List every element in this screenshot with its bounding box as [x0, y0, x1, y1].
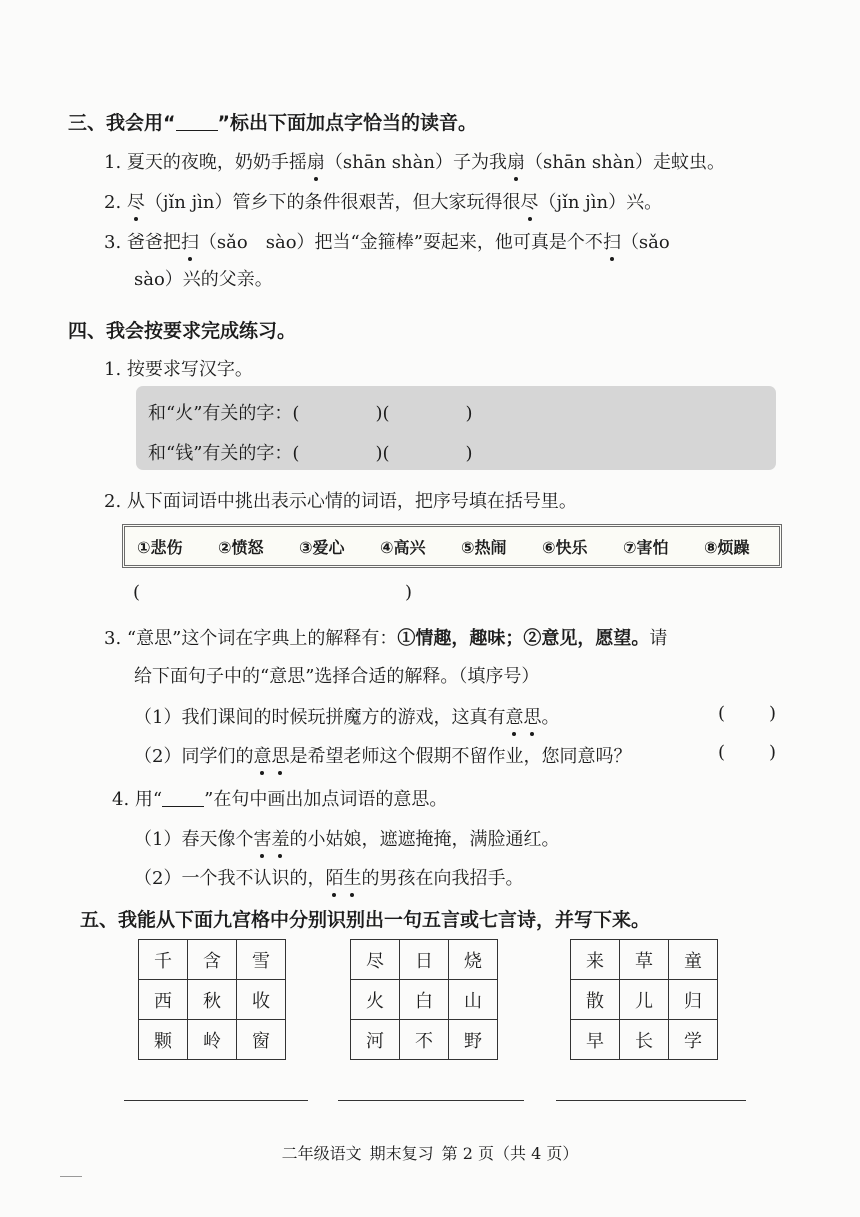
underline-sample	[176, 130, 218, 131]
poem-grid-1: 千 含 雪 西 秋 收 颗 岭 窗	[138, 939, 286, 1060]
page-footer: 二年级语文 期末复习 第 2 页（共 4 页）	[281, 1144, 579, 1163]
answer-paren-1[interactable]: ( )	[718, 703, 777, 724]
word-choices-box	[122, 524, 782, 568]
s3-question-1: 1. 夏天的夜晚，奶奶手摇扇（shān shàn）子为我扇（shān shàn）走蚊虫。	[104, 148, 725, 174]
poem-grid-3: 来 草 童 散 儿 归 早 长 学	[570, 939, 718, 1060]
s4-q3-sentence-2: （2）同学们的意思是希望老师这个假期不留作业，您同意吗？	[134, 742, 631, 768]
s4-question-4: 4. 用“ ”在句中画出加点词语的意思。	[112, 789, 448, 810]
s4-question-2: 2. 从下面词语中挑出表示心情的词语，把序号填在括号里。	[104, 491, 577, 512]
answer-paren-close: )	[405, 582, 413, 603]
word-option: ⑤热闹	[461, 538, 507, 557]
word-option: ①悲伤	[137, 538, 183, 557]
word-option: ④高兴	[380, 538, 426, 557]
dotted-char: 扇	[507, 148, 525, 174]
answer-line-1[interactable]	[124, 1100, 308, 1101]
s4-question-3: 3. “意思”这个词在字典上的解释有：①情趣，趣味；②意见，愿望。请	[104, 628, 668, 649]
dotted-char: 扇	[307, 148, 325, 174]
s3-question-2: 2. 尽（jǐn jìn）管乡下的条件很艰苦，但大家玩得很尽（jǐn jìn）兴。	[104, 188, 662, 214]
section4-heading: 四、我会按要求完成练习。	[68, 320, 297, 342]
word-option: ②愤怒	[218, 538, 264, 557]
s4-question-1: 1. 按要求写汉字。	[104, 359, 253, 380]
answer-paren-open: (	[133, 582, 141, 603]
word-option: ⑧烦躁	[704, 538, 750, 557]
s4-q3-sentence-1: （1）我们课间的时候玩拼魔方的游戏，这真有意思。	[134, 703, 559, 729]
dotted-char: 尽	[521, 188, 539, 214]
s3-question-3-line2: sào）兴的父亲。	[134, 269, 273, 290]
answer-paren-2[interactable]: ( )	[718, 742, 777, 763]
s4-q4-sentence-2: （2）一个我不认识的，陌生的男孩在向我招手。	[134, 864, 523, 890]
dotted-char: 尽	[127, 188, 145, 214]
dotted-char: 扫	[181, 228, 199, 254]
answer-line-3[interactable]	[556, 1100, 746, 1101]
dotted-char: 扫	[603, 228, 621, 254]
answer-line-2[interactable]	[338, 1100, 524, 1101]
fire-related-row: 和“火”有关的字：( )( )	[148, 403, 473, 424]
word-option: ⑥快乐	[542, 538, 588, 557]
word-option: ③爱心	[299, 538, 345, 557]
s3-question-3: 3. 爸爸把扫（sǎo sào）把当“金箍棒”耍起来，他可真是个不扫（sǎo	[104, 228, 670, 254]
poem-grid-2: 尽 日 烧 火 白 山 河 不 野	[350, 939, 498, 1060]
s4-q4-sentence-1: （1）春天像个害羞的小姑娘，遮遮掩掩，满脸通红。	[134, 825, 559, 851]
s4-question-3-line2: 给下面句子中的“意思”选择合适的解释。（填序号）	[134, 666, 540, 687]
underline-sample	[162, 806, 204, 807]
section5-heading: 五、我能从下面九宫格中分别识别出一句五言或七言诗，并写下来。	[80, 909, 651, 931]
corner-mark	[60, 1176, 82, 1177]
word-option: ⑦害怕	[623, 538, 669, 557]
section3-heading: 三、我会用“ ”标出下面加点字恰当的读音。	[68, 112, 477, 134]
money-related-row: 和“钱”有关的字：( )( )	[148, 443, 473, 464]
